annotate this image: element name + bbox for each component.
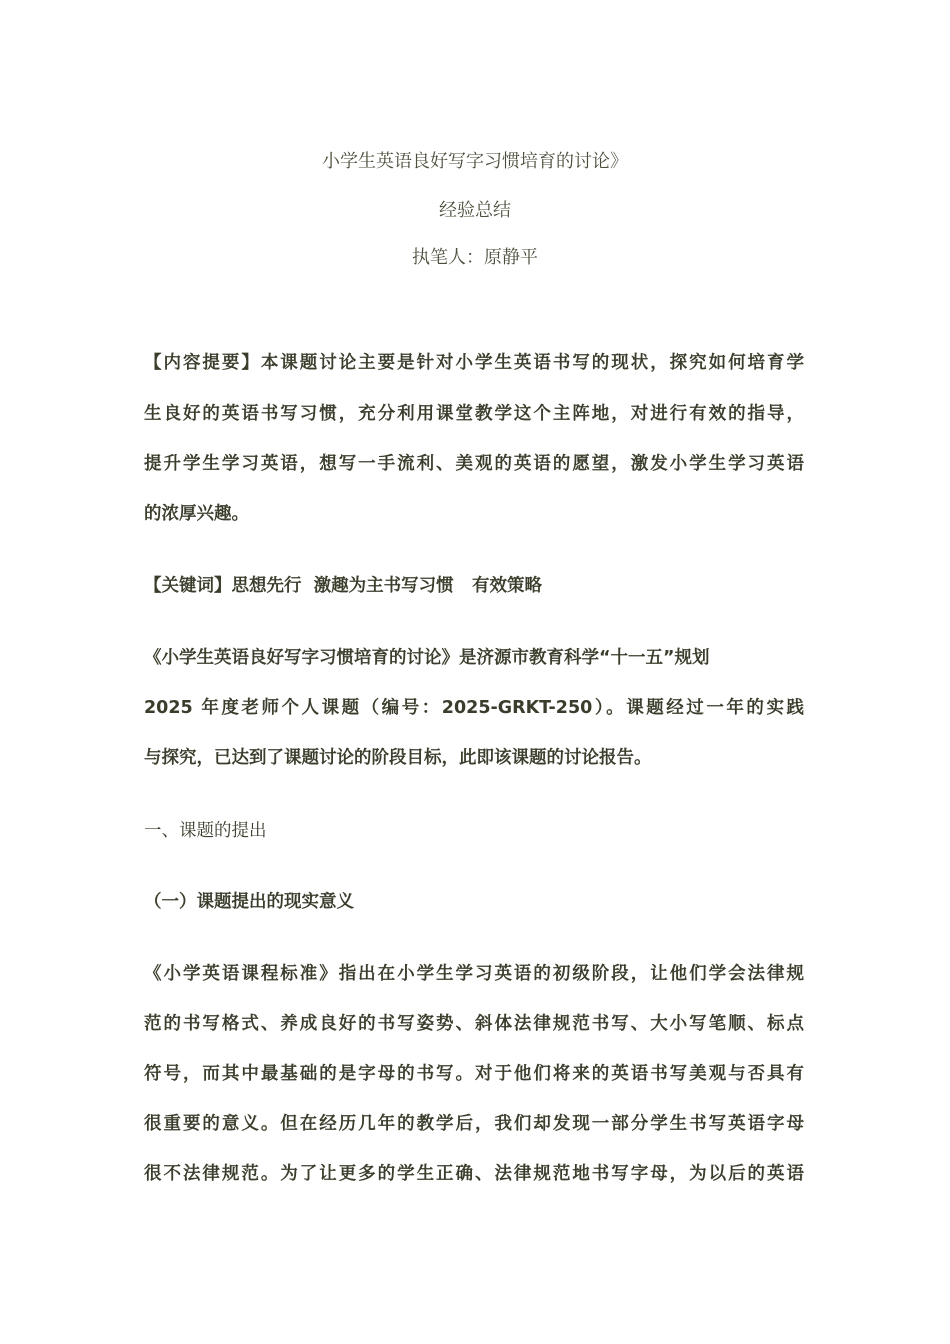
keywords-line: 【关键词】思想先行 激趣为主书写习惯 有效策略 [144,576,542,596]
section-line: 很重要的意义。但在经历几年的教学后，我们却发现一部分学生书写英语字母 [144,1114,804,1134]
section-subheading: （一）课题提出的现实意义 [144,892,354,912]
section-heading: 一、课题的提出 [144,821,267,841]
intro-line: 与探究，已达到了课题讨论的阶段目标，此即该课题的讨论报告。 [144,748,652,768]
abstract-line: 【内容提要】本课题讨论主要是针对小学生英语书写的现状，探究如何培育学 [144,353,804,373]
intro-line: 2025 年度老师个人课题（编号：2025-GRKT-250）。课题经过一年的实践 [144,698,804,718]
abstract-line: 生良好的英语书写习惯，充分利用课堂教学这个主阵地，对进行有效的指导， [144,404,804,424]
document-title: 小学生英语良好写字习惯培育的讨论》 [322,151,628,172]
document-subtitle: 经验总结 [439,200,511,221]
section-line: 《小学英语课程标准》指出在小学生学习英语的初级阶段，让他们学会法律规 [144,964,804,984]
section-line: 很不法律规范。为了让更多的学生正确、法律规范地书写字母，为以后的英语 [144,1164,804,1184]
abstract-line: 的浓厚兴趣。 [144,504,249,524]
document-author: 执笔人：原静平 [412,247,538,268]
abstract-line: 提升学生学习英语，想写一手流利、美观的英语的愿望，激发小学生学习英语 [144,454,804,474]
intro-line: 《小学生英语良好写字习惯培育的讨论》是济源市教育科学“十一五”规划 [144,648,710,668]
section-line: 范的书写格式、养成良好的书写姿势、斜体法律规范书写、大小写笔顺、标点 [144,1014,804,1034]
section-line: 符号，而其中最基础的是字母的书写。对于他们将来的英语书写美观与否具有 [144,1064,804,1084]
